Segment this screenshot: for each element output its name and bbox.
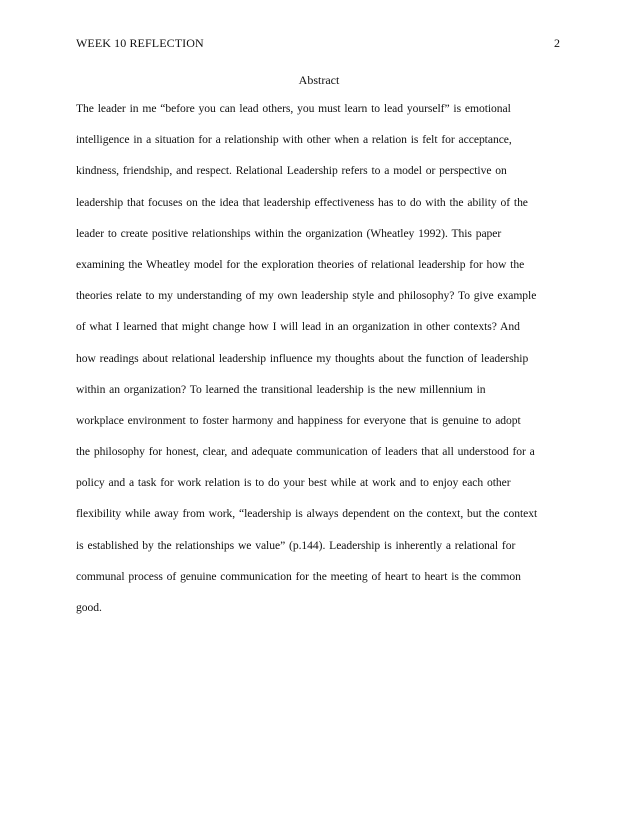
section-title: Abstract <box>298 73 340 87</box>
body-line: the philosophy for honest, clear, and adequate communication of leaders that all understood for a <box>76 445 535 459</box>
body-line: The leader in me “before you can lead others, you must learn to lead yourself” is emotional <box>76 102 511 115</box>
body-line: leader to create positive relationships within the organization (Wheatley 1992). This paper <box>76 226 502 240</box>
running-head: WEEK 10 REFLECTION <box>76 36 204 50</box>
body-line: good. <box>76 601 102 614</box>
body-line: kindness, friendship, and respect. Relational Leadership refers to a model or perspective on <box>76 164 507 178</box>
body-line: workplace environment to foster harmony and happiness for everyone that is genuine to adopt <box>76 413 521 427</box>
body-line: policy and a task for work relation is to do your best while at work and to enjoy each other <box>76 476 511 490</box>
body-line: flexibility while away from work, “leadership is always dependent on the context, but the context <box>76 507 538 521</box>
body-line: leadership that focuses on the idea that leadership effectiveness has to do with the ability of the <box>76 195 528 209</box>
page-number: 2 <box>554 36 560 50</box>
body-line: how readings about relational leadership influence my thoughts about the function of leadership <box>76 351 529 365</box>
body-line: of what I learned that might change how I will lead in an organization in other contexts? And <box>76 320 520 334</box>
body-line: within an organization? To learned the transitional leadership is the new millennium in <box>76 382 486 396</box>
abstract-body <box>76 102 568 632</box>
body-line: is established by the relationships we value” (p.144). Leadership is inherently a relational for <box>76 538 516 552</box>
body-line: intelligence in a situation for a relationship with other when a relation is felt for acceptance, <box>76 133 512 147</box>
body-line: communal process of genuine communication for the meeting of heart to heart is the common <box>76 569 521 583</box>
body-line: theories relate to my understanding of my own leadership style and philosophy? To give example <box>76 289 537 303</box>
body-line: examining the Wheatley model for the exploration theories of relational leadership for how the <box>76 257 525 271</box>
